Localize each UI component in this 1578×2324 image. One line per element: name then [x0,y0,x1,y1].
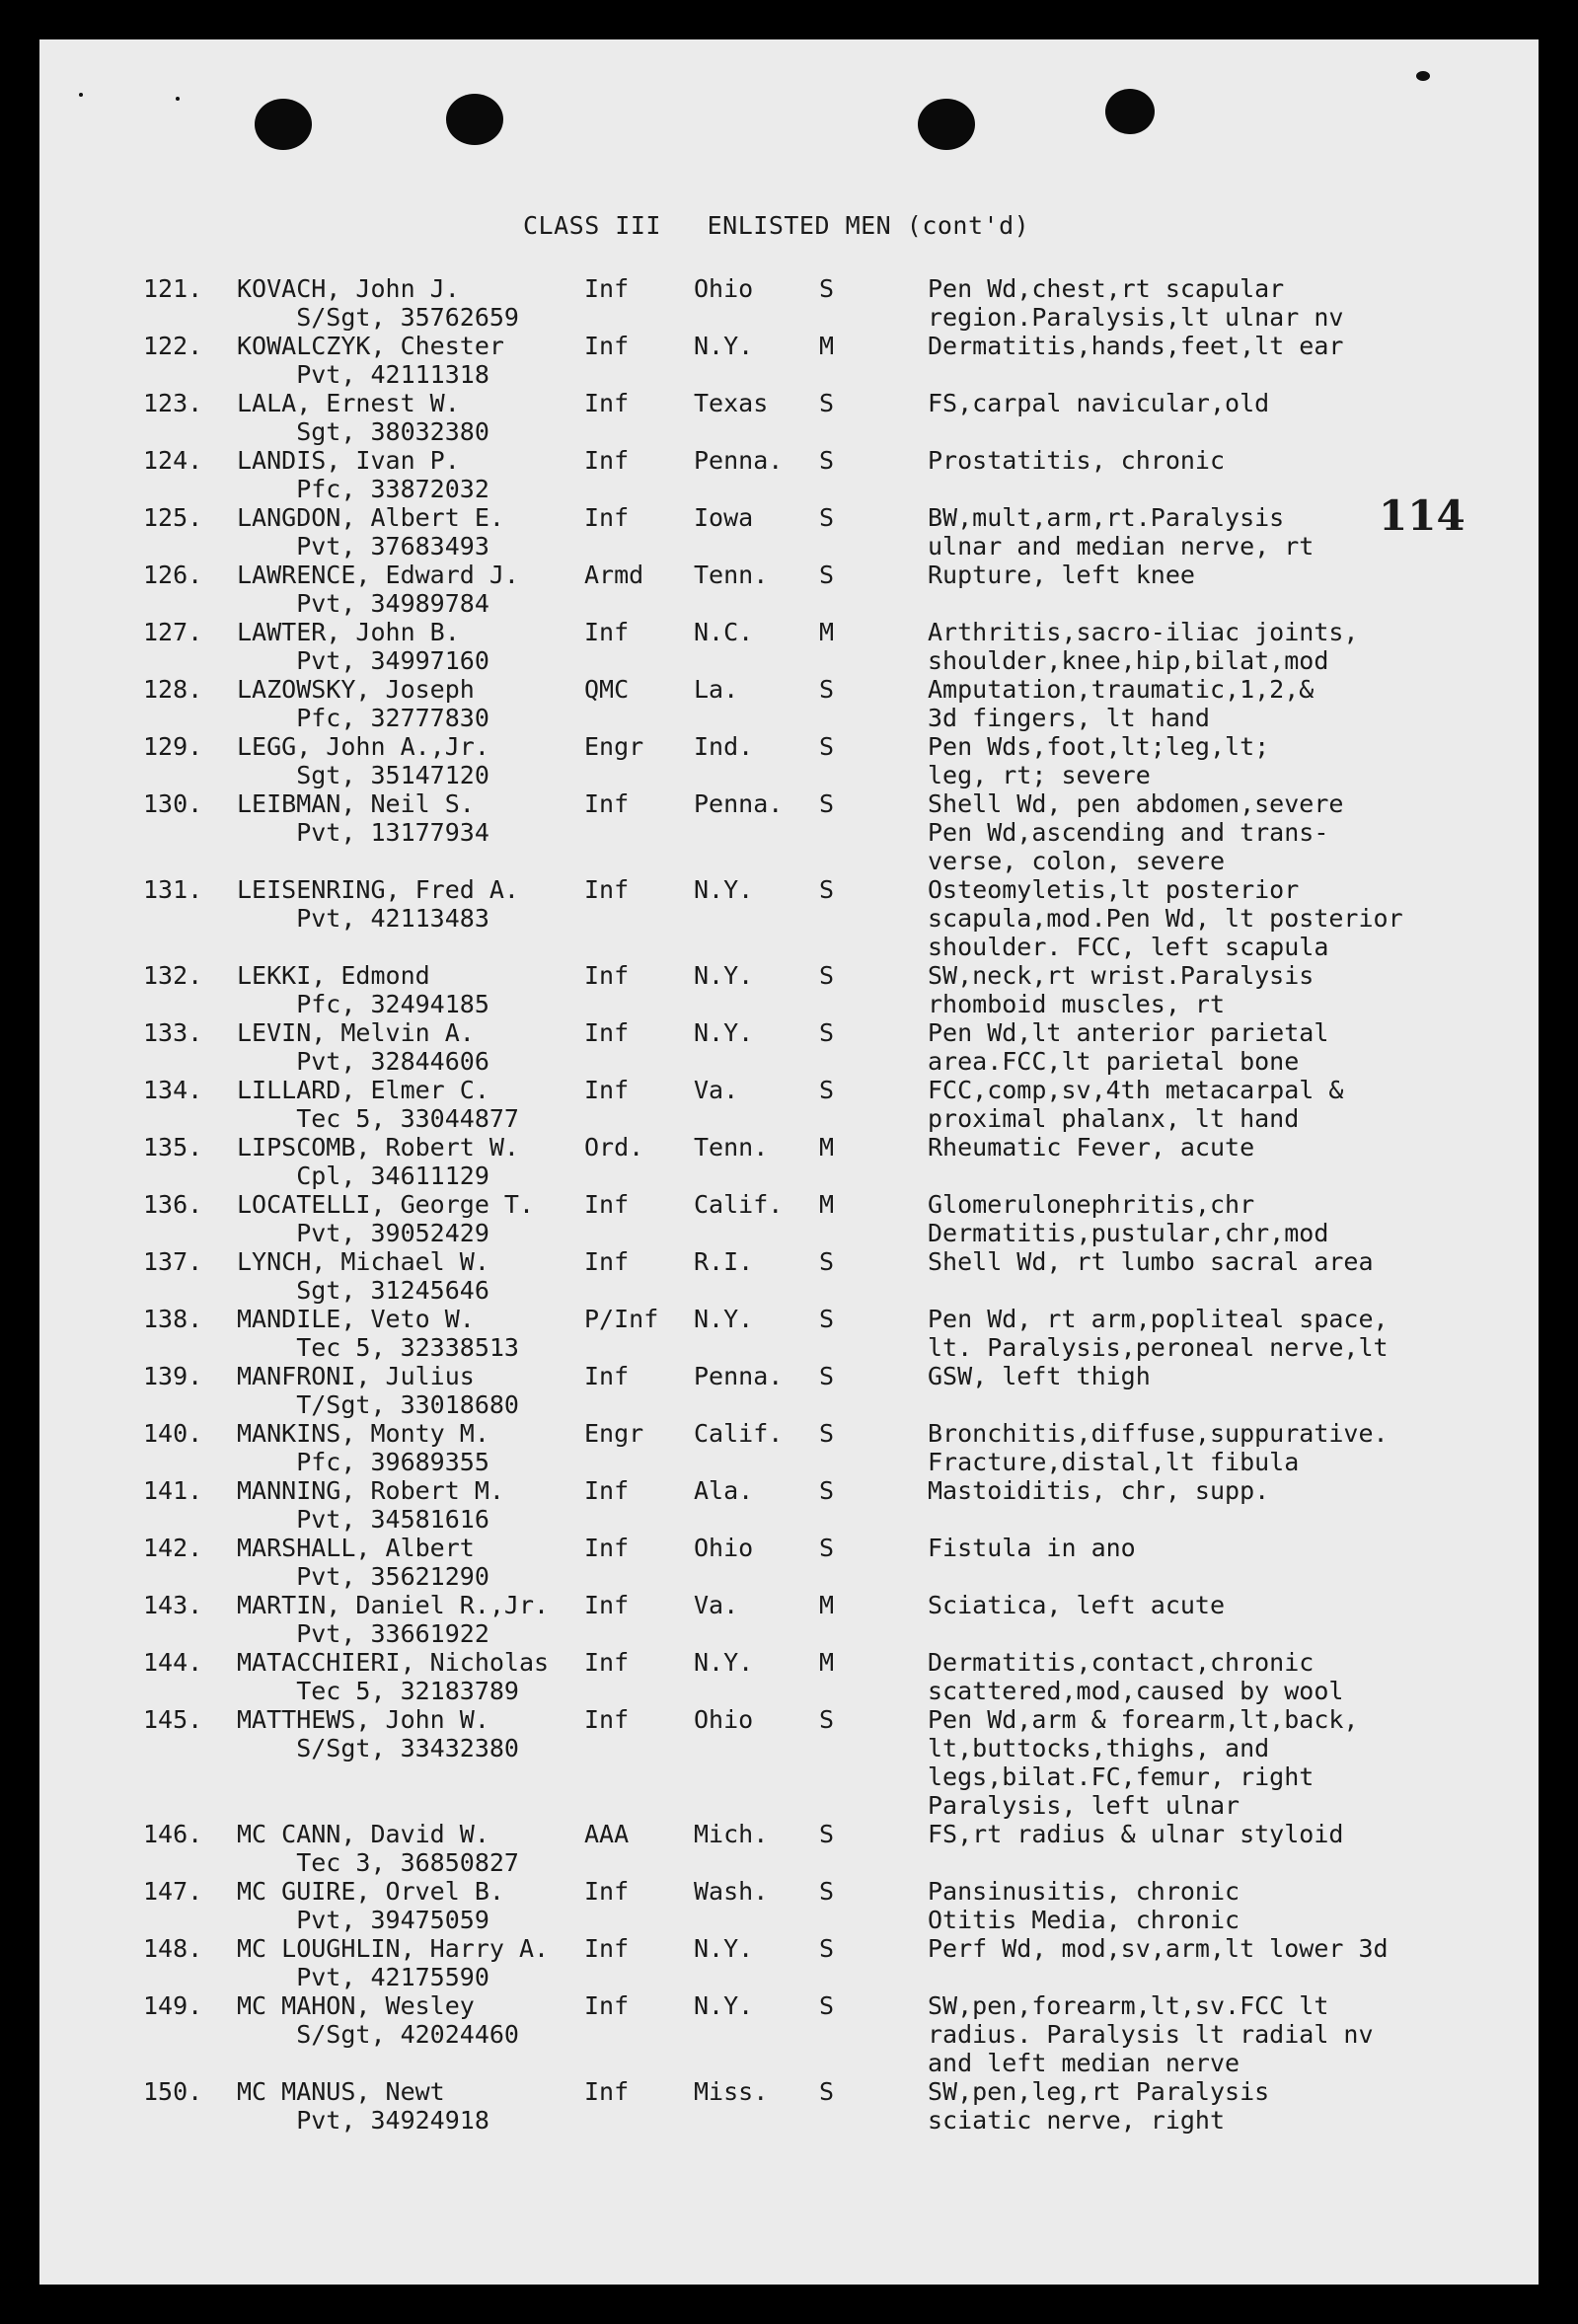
entry-name-rank-serial: MARSHALL, Albert Pvt, 35621290 [237,1534,489,1591]
entry-name-rank-serial: LAWRENCE, Edward J. Pvt, 34989784 [237,561,519,618]
entry-diagnosis: SW,pen,leg,rt Paralysis sciatic nerve, right [928,2077,1270,2135]
speck-mark [176,97,180,101]
entry-arm-of-service: P/Inf [584,1305,659,1333]
entry-arm-of-service: Inf [584,618,630,646]
entry-diagnosis: Sciatica, left acute [928,1591,1226,1619]
entry-class-code: S [819,1076,835,1104]
entry-number: 131. [143,875,203,904]
entry-diagnosis: Mastoiditis, chr, supp. [928,1476,1270,1505]
entry-class-code: S [819,274,835,303]
entry-class-code: S [819,561,835,589]
entry-arm-of-service: Inf [584,1362,630,1390]
entry-class-code: S [819,1476,835,1505]
entry-state: La. [694,675,739,704]
entry-state: Ohio [694,1705,754,1734]
entry-arm-of-service: Inf [584,1934,630,1963]
entry-state: R.I. [694,1247,754,1276]
entry-number: 147. [143,1877,203,1906]
entry-number: 123. [143,389,203,417]
entry-class-code: S [819,1820,835,1848]
entry-arm-of-service: AAA [584,1820,630,1848]
entry-number: 142. [143,1534,203,1562]
entry-diagnosis: Bronchitis,diffuse,suppurative. Fracture,distal,lt fibula [928,1419,1389,1476]
entry-name-rank-serial: MC MAHON, Wesley S/Sgt, 42024460 [237,1991,519,2049]
entry-class-code: M [819,1648,835,1677]
entry-arm-of-service: Inf [584,1247,630,1276]
punch-hole-3 [918,99,975,150]
entry-state: Ohio [694,1534,754,1562]
entry-number: 140. [143,1419,203,1448]
entry-name-rank-serial: MATACCHIERI, Nicholas Tec 5, 32183789 [237,1648,550,1705]
entry-name-rank-serial: LEGG, John A.,Jr. Sgt, 35147120 [237,732,489,789]
entry-state: N.Y. [694,961,754,990]
entry-state: N.Y. [694,1991,754,2020]
entry-class-code: S [819,732,835,761]
entry-arm-of-service: Inf [584,1648,630,1677]
entry-class-code: S [819,1705,835,1734]
entry-diagnosis: FCC,comp,sv,4th metacarpal & proximal phalanx, lt hand [928,1076,1344,1133]
entry-arm-of-service: Ord. [584,1133,644,1162]
entry-name-rank-serial: MARTIN, Daniel R.,Jr. Pvt, 33661922 [237,1591,550,1648]
entry-diagnosis: Pen Wds,foot,lt;leg,lt; leg, rt; severe [928,732,1270,789]
entry-number: 129. [143,732,203,761]
entry-number: 143. [143,1591,203,1619]
entry-class-code: S [819,875,835,904]
entry-class-code: M [819,1190,835,1219]
entry-number: 139. [143,1362,203,1390]
entry-name-rank-serial: LEIBMAN, Neil S. Pvt, 13177934 [237,789,489,847]
entry-state: N.C. [694,618,754,646]
entry-state: Iowa [694,503,754,532]
entry-class-code: S [819,389,835,417]
entry-name-rank-serial: MC LOUGHLIN, Harry A. Pvt, 42175590 [237,1934,550,1991]
entry-class-code: S [819,675,835,704]
entry-name-rank-serial: LANGDON, Albert E. Pvt, 37683493 [237,503,504,561]
entry-arm-of-service: Inf [584,875,630,904]
entry-diagnosis: Dermatitis,contact,chronic scattered,mod,caused by wool [928,1648,1344,1705]
entry-number: 144. [143,1648,203,1677]
entry-class-code: S [819,446,835,475]
entry-number: 130. [143,789,203,818]
entry-state: Ohio [694,274,754,303]
entry-number: 124. [143,446,203,475]
entry-number: 134. [143,1076,203,1104]
entry-class-code: M [819,332,835,360]
entry-name-rank-serial: LYNCH, Michael W. Sgt, 31245646 [237,1247,489,1305]
entry-state: Texas [694,389,769,417]
section-heading: CLASS III ENLISTED MEN (cont'd) [523,211,1030,240]
entry-diagnosis: SW,neck,rt wrist.Paralysis rhomboid muscles, rt [928,961,1315,1018]
entry-arm-of-service: Inf [584,2077,630,2106]
entry-number: 148. [143,1934,203,1963]
entry-diagnosis: Perf Wd, mod,sv,arm,lt lower 3d [928,1934,1389,1963]
entry-diagnosis: Osteomyletis,lt posterior scapula,mod.Pen Wd, lt posterior shoulder. FCC, left scapula [928,875,1403,961]
punch-hole-4 [1105,89,1155,134]
entry-class-code: S [819,789,835,818]
speck-mark [1416,71,1430,81]
entry-diagnosis: Glomerulonephritis,chr Dermatitis,pustular,chr,mod [928,1190,1329,1247]
entry-diagnosis: Rheumatic Fever, acute [928,1133,1255,1162]
entry-number: 146. [143,1820,203,1848]
entry-name-rank-serial: MATTHEWS, John W. S/Sgt, 33432380 [237,1705,519,1762]
entry-state: N.Y. [694,1305,754,1333]
entry-name-rank-serial: MC MANUS, Newt Pvt, 34924918 [237,2077,489,2135]
entry-class-code: S [819,1991,835,2020]
entry-arm-of-service: Inf [584,332,630,360]
entry-diagnosis: SW,pen,forearm,lt,sv.FCC lt radius. Paralysis lt radial nv and left median nerve [928,1991,1374,2077]
entry-number: 145. [143,1705,203,1734]
entry-number: 128. [143,675,203,704]
entry-name-rank-serial: KOWALCZYK, Chester Pvt, 42111318 [237,332,504,389]
entry-name-rank-serial: LAWTER, John B. Pvt, 34997160 [237,618,489,675]
entry-number: 138. [143,1305,203,1333]
entry-name-rank-serial: LAZOWSKY, Joseph Pfc, 32777830 [237,675,489,732]
entry-name-rank-serial: LILLARD, Elmer C. Tec 5, 33044877 [237,1076,519,1133]
punch-hole-1 [255,99,312,150]
entry-diagnosis: FS,carpal navicular,old [928,389,1270,417]
entry-name-rank-serial: MANDILE, Veto W. Tec 5, 32338513 [237,1305,519,1362]
entry-number: 125. [143,503,203,532]
entry-number: 137. [143,1247,203,1276]
entry-arm-of-service: QMC [584,675,630,704]
entry-state: Penna. [694,446,784,475]
entry-name-rank-serial: LIPSCOMB, Robert W. Cpl, 34611129 [237,1133,519,1190]
entry-diagnosis: Rupture, left knee [928,561,1195,589]
entry-state: Mich. [694,1820,769,1848]
entry-name-rank-serial: LANDIS, Ivan P. Pfc, 33872032 [237,446,489,503]
entry-number: 136. [143,1190,203,1219]
entry-class-code: S [819,1305,835,1333]
entry-class-code: S [819,1934,835,1963]
entry-arm-of-service: Inf [584,1190,630,1219]
entry-arm-of-service: Inf [584,389,630,417]
punch-hole-2 [446,94,503,145]
entry-state: N.Y. [694,1018,754,1047]
entry-name-rank-serial: LEVIN, Melvin A. Pvt, 32844606 [237,1018,489,1076]
entry-name-rank-serial: LALA, Ernest W. Sgt, 38032380 [237,389,489,446]
entry-class-code: S [819,1419,835,1448]
entry-state: N.Y. [694,1648,754,1677]
entry-state: Tenn. [694,1133,769,1162]
document-page [39,39,1539,2285]
entry-arm-of-service: Inf [584,789,630,818]
entry-state: Va. [694,1591,739,1619]
entry-arm-of-service: Armd [584,561,644,589]
entry-diagnosis: Arthritis,sacro-iliac joints, shoulder,knee,hip,bilat,mod [928,618,1359,675]
entry-number: 133. [143,1018,203,1047]
entry-state: N.Y. [694,875,754,904]
entry-state: N.Y. [694,332,754,360]
entry-state: Ind. [694,732,754,761]
entry-state: Calif. [694,1190,784,1219]
entry-diagnosis: Pen Wd, rt arm,popliteal space, lt. Paralysis,peroneal nerve,lt [928,1305,1389,1362]
entry-class-code: S [819,1247,835,1276]
entry-number: 150. [143,2077,203,2106]
entry-diagnosis: Pen Wd,lt anterior parietal area.FCC,lt parietal bone [928,1018,1329,1076]
entry-name-rank-serial: LEISENRING, Fred A. Pvt, 42113483 [237,875,519,933]
entry-name-rank-serial: MC GUIRE, Orvel B. Pvt, 39475059 [237,1877,504,1934]
entry-state: N.Y. [694,1934,754,1963]
entry-diagnosis: Pen Wd,arm & forearm,lt,back, lt,buttocks,thighs, and legs,bilat.FC,femur, right Paralysis, left ulnar [928,1705,1359,1820]
entry-class-code: S [819,2077,835,2106]
entry-state: Penna. [694,789,784,818]
entry-number: 135. [143,1133,203,1162]
entry-number: 132. [143,961,203,990]
entry-diagnosis: BW,mult,arm,rt.Paralysis ulnar and median nerve, rt [928,503,1315,561]
entry-arm-of-service: Inf [584,961,630,990]
entry-name-rank-serial: LEKKI, Edmond Pfc, 32494185 [237,961,489,1018]
entry-diagnosis: Dermatitis,hands,feet,lt ear [928,332,1344,360]
entry-diagnosis: Shell Wd, pen abdomen,severe Pen Wd,ascending and trans- verse, colon, severe [928,789,1344,875]
entry-name-rank-serial: LOCATELLI, George T. Pvt, 39052429 [237,1190,535,1247]
entry-state: Va. [694,1076,739,1104]
entry-state: Miss. [694,2077,769,2106]
entry-name-rank-serial: KOVACH, John J. S/Sgt, 35762659 [237,274,519,332]
entry-arm-of-service: Inf [584,1018,630,1047]
entry-name-rank-serial: MC CANN, David W. Tec 3, 36850827 [237,1820,519,1877]
entry-diagnosis: Shell Wd, rt lumbo sacral area [928,1247,1374,1276]
entry-arm-of-service: Engr [584,732,644,761]
entry-diagnosis: Pansinusitis, chronic Otitis Media, chronic [928,1877,1240,1934]
entry-diagnosis: GSW, left thigh [928,1362,1151,1390]
entry-arm-of-service: Inf [584,1591,630,1619]
entry-class-code: S [819,503,835,532]
entry-arm-of-service: Inf [584,446,630,475]
page-number: 114 [1379,491,1465,540]
entry-class-code: M [819,1591,835,1619]
entry-diagnosis: Amputation,traumatic,1,2,& 3d fingers, lt hand [928,675,1315,732]
entry-number: 149. [143,1991,203,2020]
entry-state: Wash. [694,1877,769,1906]
entry-state: Penna. [694,1362,784,1390]
entry-number: 141. [143,1476,203,1505]
entry-diagnosis: Fistula in ano [928,1534,1136,1562]
entry-class-code: M [819,618,835,646]
entry-arm-of-service: Inf [584,1877,630,1906]
entry-state: Tenn. [694,561,769,589]
entry-name-rank-serial: MANNING, Robert M. Pvt, 34581616 [237,1476,504,1534]
entry-diagnosis: Prostatitis, chronic [928,446,1226,475]
entry-arm-of-service: Inf [584,1991,630,2020]
entry-class-code: S [819,1018,835,1047]
entry-number: 126. [143,561,203,589]
entry-arm-of-service: Inf [584,274,630,303]
entry-diagnosis: FS,rt radius & ulnar styloid [928,1820,1344,1848]
entry-number: 127. [143,618,203,646]
entry-state: Calif. [694,1419,784,1448]
entry-arm-of-service: Inf [584,1476,630,1505]
entry-arm-of-service: Engr [584,1419,644,1448]
entry-number: 121. [143,274,203,303]
entry-class-code: M [819,1133,835,1162]
entry-arm-of-service: Inf [584,1534,630,1562]
entry-class-code: S [819,961,835,990]
entry-class-code: S [819,1534,835,1562]
entry-arm-of-service: Inf [584,1705,630,1734]
entry-name-rank-serial: MANFRONI, Julius T/Sgt, 33018680 [237,1362,519,1419]
entry-arm-of-service: Inf [584,503,630,532]
entry-number: 122. [143,332,203,360]
entry-arm-of-service: Inf [584,1076,630,1104]
entry-state: Ala. [694,1476,754,1505]
speck-mark [79,93,83,97]
entry-diagnosis: Pen Wd,chest,rt scapular region.Paralysis,lt ulnar nv [928,274,1344,332]
entry-class-code: S [819,1362,835,1390]
entry-name-rank-serial: MANKINS, Monty M. Pfc, 39689355 [237,1419,489,1476]
entry-class-code: S [819,1877,835,1906]
